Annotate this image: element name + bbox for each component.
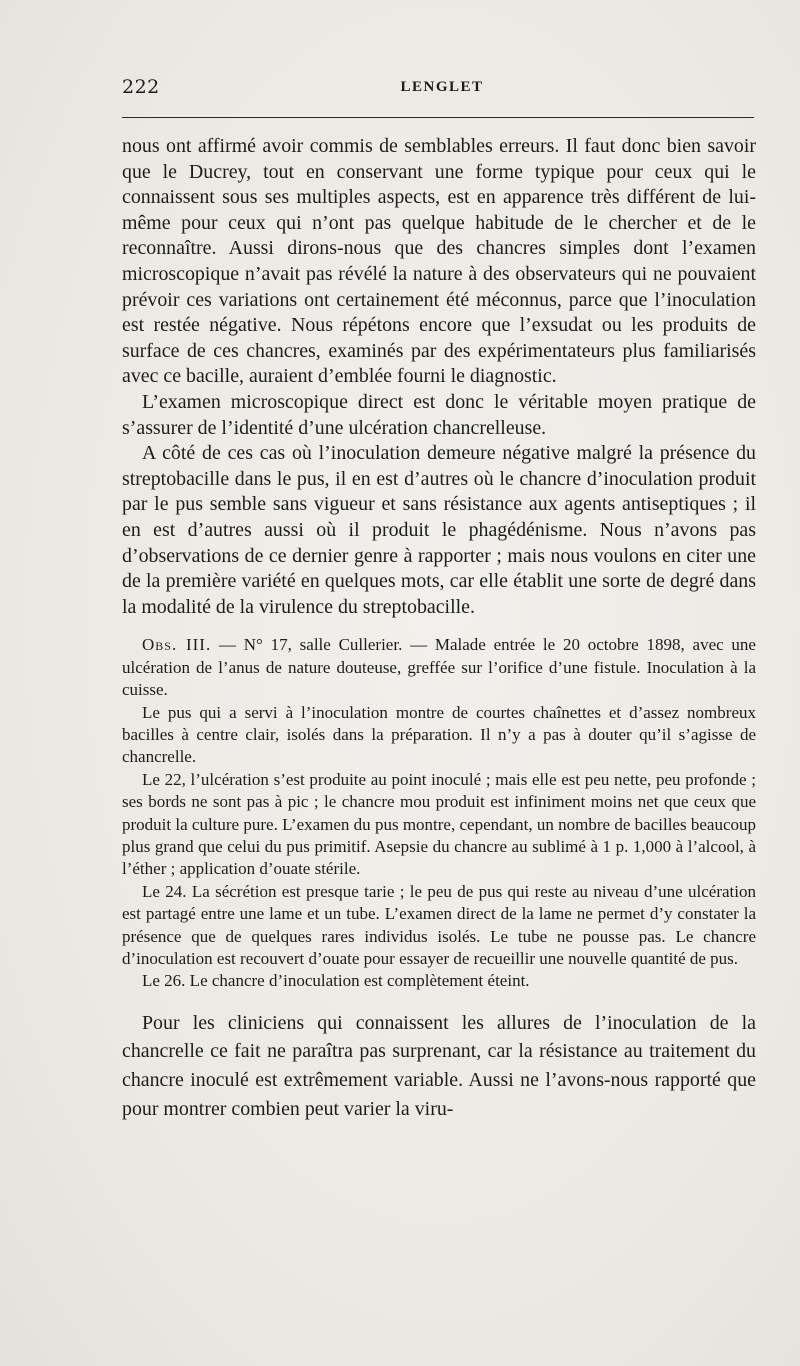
page-header (122, 76, 756, 102)
observation-block (122, 634, 756, 993)
paragraph: A côté de ces cas où l’inoculation demeure négative malgré la présence du streptobacille dans le pus, il en est d’autres où le chancre d’inoculation produit par le pus semble sans vigueur et sans résistance aux agents antiseptiques ; il en est d’autres aussi où il produit le phagédénisme. Nous n’avons pas d’observations de ce dernier genre à rapporter ; mais nous voulons en citer une de la première variété en quelques mots, car elle établit une sorte de degré dans la modalité de la virulence du streptobacille. (122, 442, 756, 618)
main-text (122, 134, 756, 620)
observation-paragraph: Le pus qui a servi à l’inoculation montre de courtes chaînettes et d’assez nombreux bacilles à centre clair, isolés dans la préparation. Il n’y a pas à douter qu’il s’agisse de chancrelle. (122, 702, 756, 767)
observation-intro: — N° 17, salle Cullerier. — Malade entrée le 20 octobre 1898, avec une ulcération de l’anus de nature douteuse, greffée sur l’orifice d’une fistule. Inoculation à la cuisse. (122, 635, 756, 700)
running-title: LENGLET (400, 79, 484, 95)
observation-paragraph: Le 24. La sécrétion est presque tarie ; le peu de pus qui reste au niveau d’une ulcération est partagé entre une lame et un tube. L’examen direct de la lame ne permet d’y constater la présence que de quelques rares individus isolés. Le tube ne pousse pas. Le chancre d’inoculation est recouvert d’ouate pour essayer de recueillir une nouvelle quantité de pus. (122, 881, 756, 968)
observation-paragraph (122, 634, 756, 701)
observation-paragraph: Le 22, l’ulcération s’est produite au point inoculé ; mais elle est peu nette, peu profonde ; ses bords ne sont pas à pic ; le chancre mou produit est infiniment moins net que ceux que produit la culture pure. L’examen du pus montre, cependant, un nombre de bacilles beaucoup plus grand que celui du pus primitif. Asepsie du chancre au sublimé à 1 p. 1,000 à l’alcool, à l’éther ; application d’ouate stérile. (122, 769, 756, 879)
body-text (122, 134, 756, 1123)
paragraph: Pour les cliniciens qui connaissent les allures de l’inoculation de la chancrelle ce fait ne paraîtra pas surprenant, car la résistance au traitement du chancre inoculé est extrêmement variable. Aussi ne l’avons-nous rapporté que pour montrer combien peut varier la viru- (122, 1011, 756, 1120)
page-number: 222 (122, 76, 160, 98)
observation-paragraph: Le 26. Le chancre d’inoculation est complètement éteint. (142, 971, 530, 991)
paragraph: nous ont affirmé avoir commis de semblables erreurs. Il faut donc bien savoir que le Ducrey, tout en conservant une forme typique pour ceux qui le connaissent sous ses multiples aspects, est en apparence très différent de lui-même pour ceux qui n’ont pas quelque habitude de le chercher et de le reconnaître. Aussi dirons-nous que des chancres simples dont l’examen microscopique n’avait pas révélé la nature à des observateurs qui ne pouvaient prévoir ces variations ont certainement été méconnus, parce que l’inoculation est restée négative. Nous répétons encore que l’exsudat ou les produits de surface de ces chancres, examinés par des expérimentateurs plus familiarisés avec ce bacille, auraient d’emblée fourni le diagnostic. (122, 135, 756, 388)
observation-label: Obs. III. (142, 635, 212, 655)
header-rule (122, 117, 754, 118)
conclusion-block (122, 1009, 756, 1123)
paragraph: L’examen microscopique direct est donc le véritable moyen pratique de s’assurer de l’identité d’une ulcération chancrelleuse. (122, 390, 756, 439)
